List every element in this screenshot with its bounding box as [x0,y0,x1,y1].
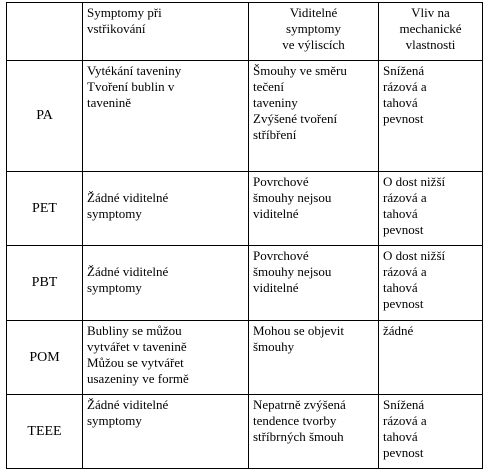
injection-symptoms-cell: Žádné viditelné symptomy [83,172,249,246]
injection-symptoms-cell: Bubliny se můžou vytvářet v tavenině Můžou se vytvářet usazeniny ve formě [83,321,249,395]
header-material [7,3,83,61]
visible-symptoms-cell: Povrchové šmouhy nejsou viditelné [249,246,379,321]
mechanical-effect-cell: O dost nižší rázová a tahová pevnost [379,172,483,246]
visible-symptoms-cell: Nepatrně zvýšená tendence tvorby stříbrných šmouh [249,395,379,469]
mechanical-effect-cell: Snížená rázová a tahová pevnost [379,61,483,172]
injection-symptoms-cell: Žádné viditelné symptomy [83,395,249,469]
header-visible-symptoms: Viditelné symptomy ve výliscích [249,3,379,61]
table-row [7,61,483,172]
material-name: PET [7,172,83,246]
header-row [7,3,483,61]
material-name: TEEE [7,395,83,469]
injection-symptoms-cell: Vytékání taveniny Tvoření bublin v tavenině [83,61,249,172]
header-mechanical-effect: Vliv na mechanické vlastnosti [379,3,483,61]
material-name: PBT [7,246,83,321]
visible-symptoms-cell: Šmouhy ve směru tečení taveniny Zvýšené tvoření stříbření [249,61,379,172]
table-row [7,395,483,469]
visible-symptoms-cell: Povrchové šmouhy nejsou viditelné [249,172,379,246]
mechanical-effect-cell: Snížená rázová a tahová pevnost [379,395,483,469]
visible-symptoms-cell: Mohou se objevit šmouhy [249,321,379,395]
injection-symptoms-cell: Žádné viditelné symptomy [83,246,249,321]
table-row [7,321,483,395]
header-injection-symptoms: Symptomy při vstřikování [83,3,249,61]
material-name: PA [7,61,83,172]
mechanical-effect-cell: žádné [379,321,483,395]
mechanical-effect-cell: O dost nižší rázová a tahová pevnost [379,246,483,321]
table-row [7,172,483,246]
material-name: POM [7,321,83,395]
table-row [7,246,483,321]
comparison-table [6,2,483,469]
